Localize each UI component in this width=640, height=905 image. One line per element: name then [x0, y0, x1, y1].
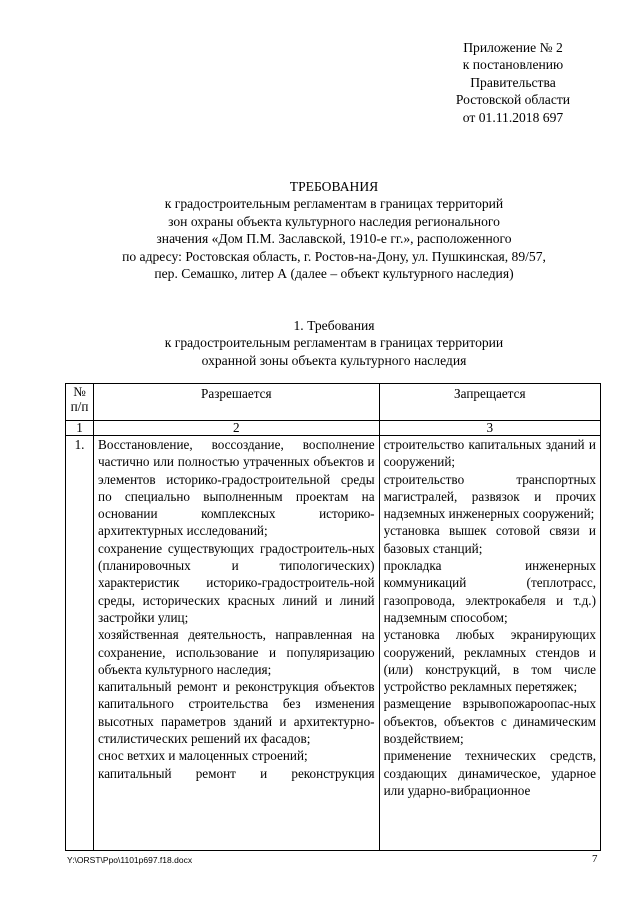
forbidden-item: строительство капитальных зданий и сооружений; — [383, 437, 596, 470]
column-number: 2 — [94, 421, 380, 436]
header-number — [66, 384, 94, 421]
document-title — [60, 178, 608, 282]
title-line: к градостроительным регламентам в границах территорий — [164, 196, 504, 212]
section-line: к градостроительным регламентам в границах территории — [164, 335, 504, 351]
table-numbering-row — [66, 421, 601, 436]
allowed-item: снос ветхих и малоценных строений; — [98, 748, 308, 764]
allowed-item: хозяйственная деятельность, направленная на сохранение, использование и популяризацию объекта культурного наследия; — [98, 627, 375, 677]
title-heading: ТРЕБОВАНИЯ — [289, 179, 379, 194]
title-line: зон охраны объекта культурного наследия регионального — [168, 213, 500, 229]
forbidden-item: строительство транспортных магистралей, развязок и прочих надземных инженерных сооружений; — [383, 471, 596, 522]
file-path: Y:\ORST\Ppo\1101p697.f18.docx — [67, 855, 193, 865]
requirements-table — [65, 383, 601, 851]
allowed-cell — [94, 436, 380, 851]
allowed-item: сохранение существующих градостроитель-ных (планировочных и типологических) характеристик историко-градостроитель-ной среды, исторических красных линий и линий застройки улиц; — [98, 540, 375, 625]
appendix-line: Приложение № 2 — [463, 40, 563, 55]
allowed-item: Восстановление, воссоздание, восполнение частично или полностью утраченных объектов и элементов историко-градостроительной среды по специально выполненным проектам на основании комплексных историко-архитектурных исследований; — [98, 437, 375, 539]
forbidden-item: установка любых экранирующих сооружений, рекламных стендов и (или) конструкций, в том числе устройство рекламных перетяжек; — [383, 627, 596, 695]
appendix-line: Ростовской области — [455, 92, 571, 108]
section-line: охранной зоны объекта культурного наследия — [201, 352, 467, 368]
forbidden-item: установка вышек сотовой связи и базовых станций; — [383, 523, 596, 556]
table-row — [66, 436, 601, 851]
forbidden-item: размещение взрывопожароопас-ных объектов, объектов с динамическим воздействием; — [383, 696, 596, 747]
header-number-label: п/п — [70, 399, 89, 414]
appendix-line: к постановлению — [462, 57, 564, 73]
forbidden-item: применение технических средств, создающих динамическое, ударное или ударно-вибрационное — [383, 748, 596, 798]
header-number-symbol: № — [73, 384, 86, 399]
title-line: по адресу: Ростовская область, г. Ростов-на-Дону, ул. Пушкинская, 89/57, — [122, 248, 546, 264]
table-header-row — [66, 384, 601, 421]
title-line: значения «Дом П.М. Заславской, 1910-е гг.», расположенного — [156, 231, 512, 247]
page-number: 7 — [592, 853, 598, 865]
appendix-line: от 01.11.2018 697 — [462, 109, 564, 125]
header-allowed: Разрешается — [94, 384, 380, 421]
forbidden-cell — [379, 436, 600, 851]
allowed-item: капитальный ремонт и реконструкция — [98, 765, 375, 781]
header-forbidden: Запрещается — [379, 384, 600, 421]
appendix-line: Правительства — [470, 74, 556, 90]
section-title — [60, 317, 608, 369]
column-number: 3 — [379, 421, 600, 436]
column-number: 1 — [66, 421, 94, 436]
section-line: 1. Требования — [293, 318, 375, 333]
allowed-item: капитальный ремонт и реконструкция объектов капитального строительства без изменения высотных параметров зданий и архитектурно-стилистических решений их фасадов; — [98, 679, 375, 747]
appendix-block — [428, 39, 598, 126]
forbidden-item: прокладка инженерных коммуникаций (теплотрасс, газопровода, электрокабеля и т.д.) надземным способом; — [383, 558, 596, 625]
row-number: 1. — [66, 436, 94, 851]
title-line: пер. Семашко, литер А (далее – объект культурного наследия) — [154, 266, 514, 282]
